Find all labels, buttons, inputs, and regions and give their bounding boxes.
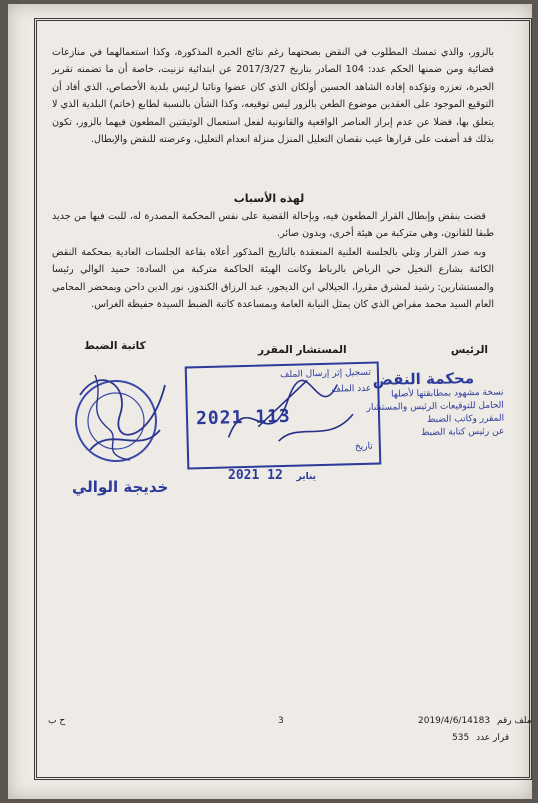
court-stamp-line: الحامل للتوقيعات الرئيس والمستشار (366, 400, 504, 413)
date-stamp-day: 12 (267, 468, 283, 483)
registry-stamp (185, 361, 382, 469)
registry-stamp-line: عدد الملف (331, 383, 372, 395)
file-number-label: ملف رقم (496, 716, 532, 726)
date-stamp-year: 2021 (228, 468, 260, 483)
court-stamp-line: عن رئيس كتابة الضبط (421, 426, 505, 439)
court-stamp-line: نسخة مشهود بمطابقتها لأصلها (391, 387, 504, 400)
page-number: 3 (278, 716, 284, 726)
decision-paragraph: قضت بنقض وإبطال القرار المطعون فيه، وبإحالة القضية على نفس المحكمة المصدرة له، للبت فيها من جديد طبقا للقانون، وهي متركبة من هيئة أخرى، وبدون صائر. (52, 211, 494, 240)
round-seal-icon (60, 355, 180, 475)
decision-number-label: قرار عدد (476, 733, 510, 743)
typist-initials: ح ب (48, 716, 66, 726)
decision-number-value: 535 (452, 733, 470, 743)
rapporteur-label: المستشار المقرر (258, 344, 347, 356)
clerk-label: كاتبة الضبط (84, 340, 146, 352)
composition-paragraph: وبه صدر القرار وتلي بالجلسة العلنية المنعقدة بالتاريخ المذكور أعلاه بقاعة الجلسات العادية بمحكمة النقض الكائنة بشارع النخيل حي الرياض بالرباط وكانت الهيئة الحاكمة متركبة من السادة: حميد الوالي رئيسا والمستشارين: رشيد لمشرق مقررا، الجيلالي ابن الديجور، عبد الرزاق الكندوز، نور الدين داحن وبمحضر المحامي العام السيد محمد مفراض الذي كان يمثل النيابة العامة وبمساعدة كاتبة الضبط السيدة حفيظة الغراس. (52, 247, 494, 311)
rapporteur-signature-icon (187, 364, 380, 468)
file-number-value: 2019/4/6/14183 (418, 716, 491, 726)
court-stamp-line: المقرر وكاتب الضبط (426, 413, 505, 425)
registry-stamp-number: 2021 113 (195, 405, 292, 430)
clerk-name-stamp: خديجة الوالي (72, 478, 169, 496)
reasons-heading: لهذه الأسباب (233, 192, 305, 205)
file-number (418, 716, 532, 726)
registry-stamp-line: تسجيل إثر إرسال الملف (279, 367, 372, 381)
date-stamp (228, 468, 322, 483)
president-label: الرئيس (450, 344, 488, 356)
body-paragraph: بالزور، والذي تمسك المطلوب في النقض بصحتهما رغم نتائج الخبرة المذكورة، وكذا استعمالهما في منازعات قضائية ومن ضمنها الحكم عدد: 104 الصادر بتاريخ 2017/3/27 عن ابتدائية تزنيت، خاصة أن ما تضمنه تقرير الخبرة، تعززه وتؤكده إفادة الشاهد الحسين أولكان الذي كان عضوا ونائبا لرئيس بلدية الأخصاص، الذي أفاد أن التوقيع الموجود على العقدين موضوع الطعن بالزور ليس توقيعه، وكذا الشأن بالنسبة لطابع (خاتم) البلدية الذي لا يتعلق بها، فضلا عن عدم إبراز العناصر الواقعية والقانونية لفعل استعمال الوثيقتين المطعون فيهما بالزور، تكون بذلك قد أضفت على قرارها عيب نقصان التعليل المنزل منزلة انعدام التعليل، وعرضته للنقض والإبطال. (52, 47, 494, 146)
registry-stamp-line: تاريخ (354, 441, 373, 453)
court-stamp-title: محكمة النقض (372, 369, 475, 389)
decision-number (452, 733, 509, 743)
date-stamp-month: يناير (296, 472, 317, 482)
